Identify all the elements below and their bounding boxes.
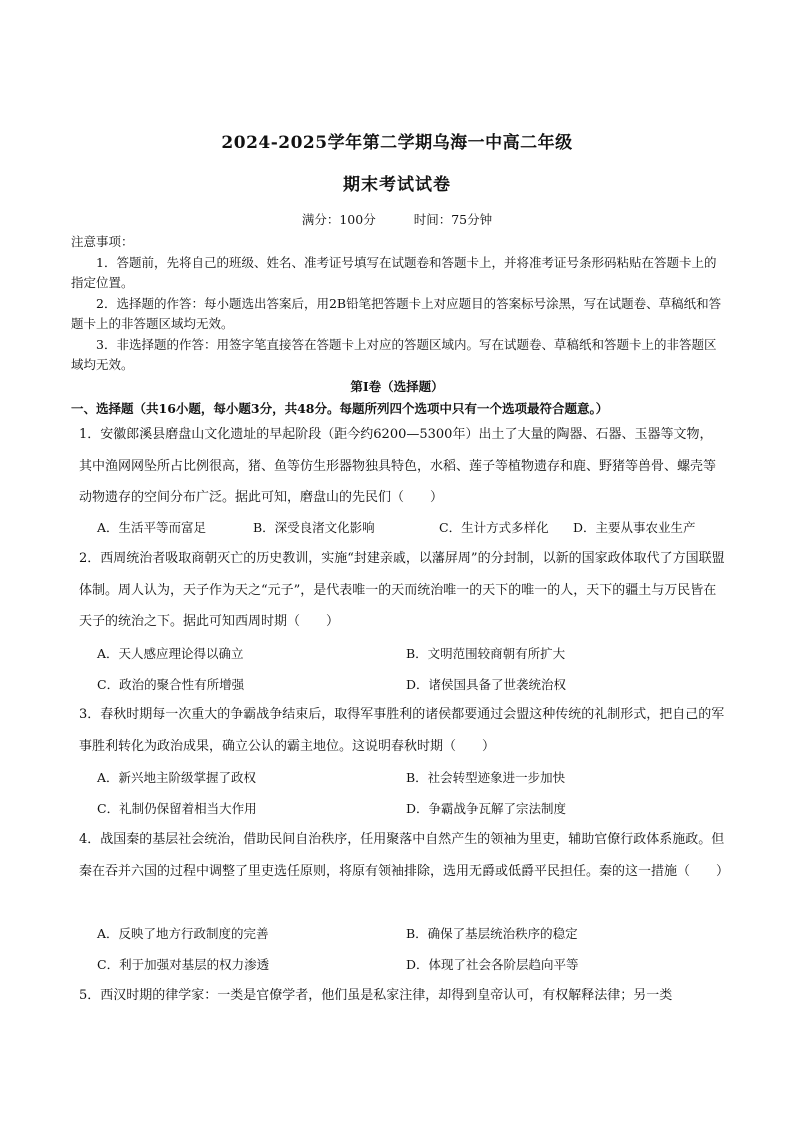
instructions [71,232,725,376]
part-title: 一、选择题（共16小题，每小题3分，共48分。每题所列四个选项中只有一个选项最符合题意。） [71,401,609,416]
question-stem: 5．西汉时期的律学家：一类是官僚学者，他们虽是私家注律，却得到皇帝认可，有权解释法律；另一类 [79,988,673,1003]
exam-subtitle: 期末考试试卷 [343,175,451,195]
question-4 [79,824,730,887]
question-3 [79,699,725,762]
instructions-heading: 注意事项： [71,234,134,249]
option-c: C．利于加强对基层的权力渗透 [97,957,270,972]
volume-title: 第Ⅰ卷（选择题） [350,379,444,394]
option-c: C．政治的聚合性有所增强 [97,677,245,692]
question-stem: 4．战国秦的基层社会统治，借助民间自治秩序，任用聚落中自然产生的领袖为里吏，辅助官僚行政体系施政。但秦在吞并六国的过程中调整了里吏选任原则，将原有领袖排除，选用无爵或低爵平民担任。秦的这一措施（ ） [79,832,730,879]
question-stem: 2．西周统治者吸取商朝灭亡的历史教训，实施“封建亲戚，以藩屏周”的分封制，以新的国家政体取代了方国联盟体制。周人认为，天子作为天之“元子”，是代表唯一的天而统治唯一的天下的唯一的人，天下的疆土与万民皆在天子的统治之下。据此可知西周时期（ ） [79,551,725,629]
question-2 [79,543,725,638]
instruction-item: 2．选择题的作答：每小题选出答案后，用2B铅笔把答题卡上对应题目的答案标号涂黑，写在试题卷、草稿纸和答题卡上的非答题区域均无效。 [71,295,722,331]
exam-meta [0,210,794,228]
option-d: D．体现了社会各阶层趋向平等 [406,957,579,972]
exam-title: 2024-2025学年第二学期乌海一中高二年级 [221,133,573,153]
question-5 [79,980,725,1012]
options-row [97,518,725,536]
time-info: 时间：75分钟 [413,212,493,227]
question-stem: 1．安徽郎溪县磨盘山文化遗址的早起阶段（距今约6200—5300年）出土了大量的陶器、石器、玉器等文物，其中渔网网坠所占比例很高，猪、鱼等仿生形器物独具特色，水稻、莲子等植物遗存和鹿、野猪等兽骨、螺壳等动物遗存的空间分布广泛。据此可知，磨盘山的先民们（ ） [79,427,717,505]
option-c: C．礼制仍保留着相当大作用 [97,801,257,816]
score-info: 满分：100分 [301,212,376,227]
option-a: A．生活平等而富足 [97,520,207,535]
option-b: B．深受良渚文化影响 [253,520,375,535]
option-a: A．反映了地方行政制度的完善 [97,926,269,941]
option-a: A．天人感应理论得以确立 [97,646,244,661]
option-b: B．社会转型迹象进一步加快 [406,770,566,785]
option-c: C．生计方式多样化 [439,520,549,535]
instruction-item: 3．非选择题的作答：用签字笔直接答在答题卡上对应的答题区域内。写在试题卷、草稿纸和答题卡上的非答题区域均无效。 [71,336,717,372]
instruction-item: 1．答题前，先将自己的班级、姓名、准考证号填写在试题卷和答题卡上，并将准考证号条形码粘贴在答题卡上的指定位置。 [71,254,717,290]
option-b: B．文明范围较商朝有所扩大 [406,646,566,661]
question-stem: 3．春秋时期每一次重大的争霸战争结束后，取得军事胜利的诸侯都要通过会盟这种传统的礼制形式，把自己的军事胜利转化为政治成果，确立公认的霸主地位。这说明春秋时期（ ） [79,707,725,754]
option-d: D．诸侯国具备了世袭统治权 [406,677,567,692]
option-d: D．主要从事农业生产 [573,520,696,535]
option-b: B．确保了基层统治秩序的稳定 [406,926,578,941]
option-d: D．争霸战争瓦解了宗法制度 [406,801,567,816]
question-1 [79,419,725,514]
option-a: A．新兴地主阶级掌握了政权 [97,770,257,785]
